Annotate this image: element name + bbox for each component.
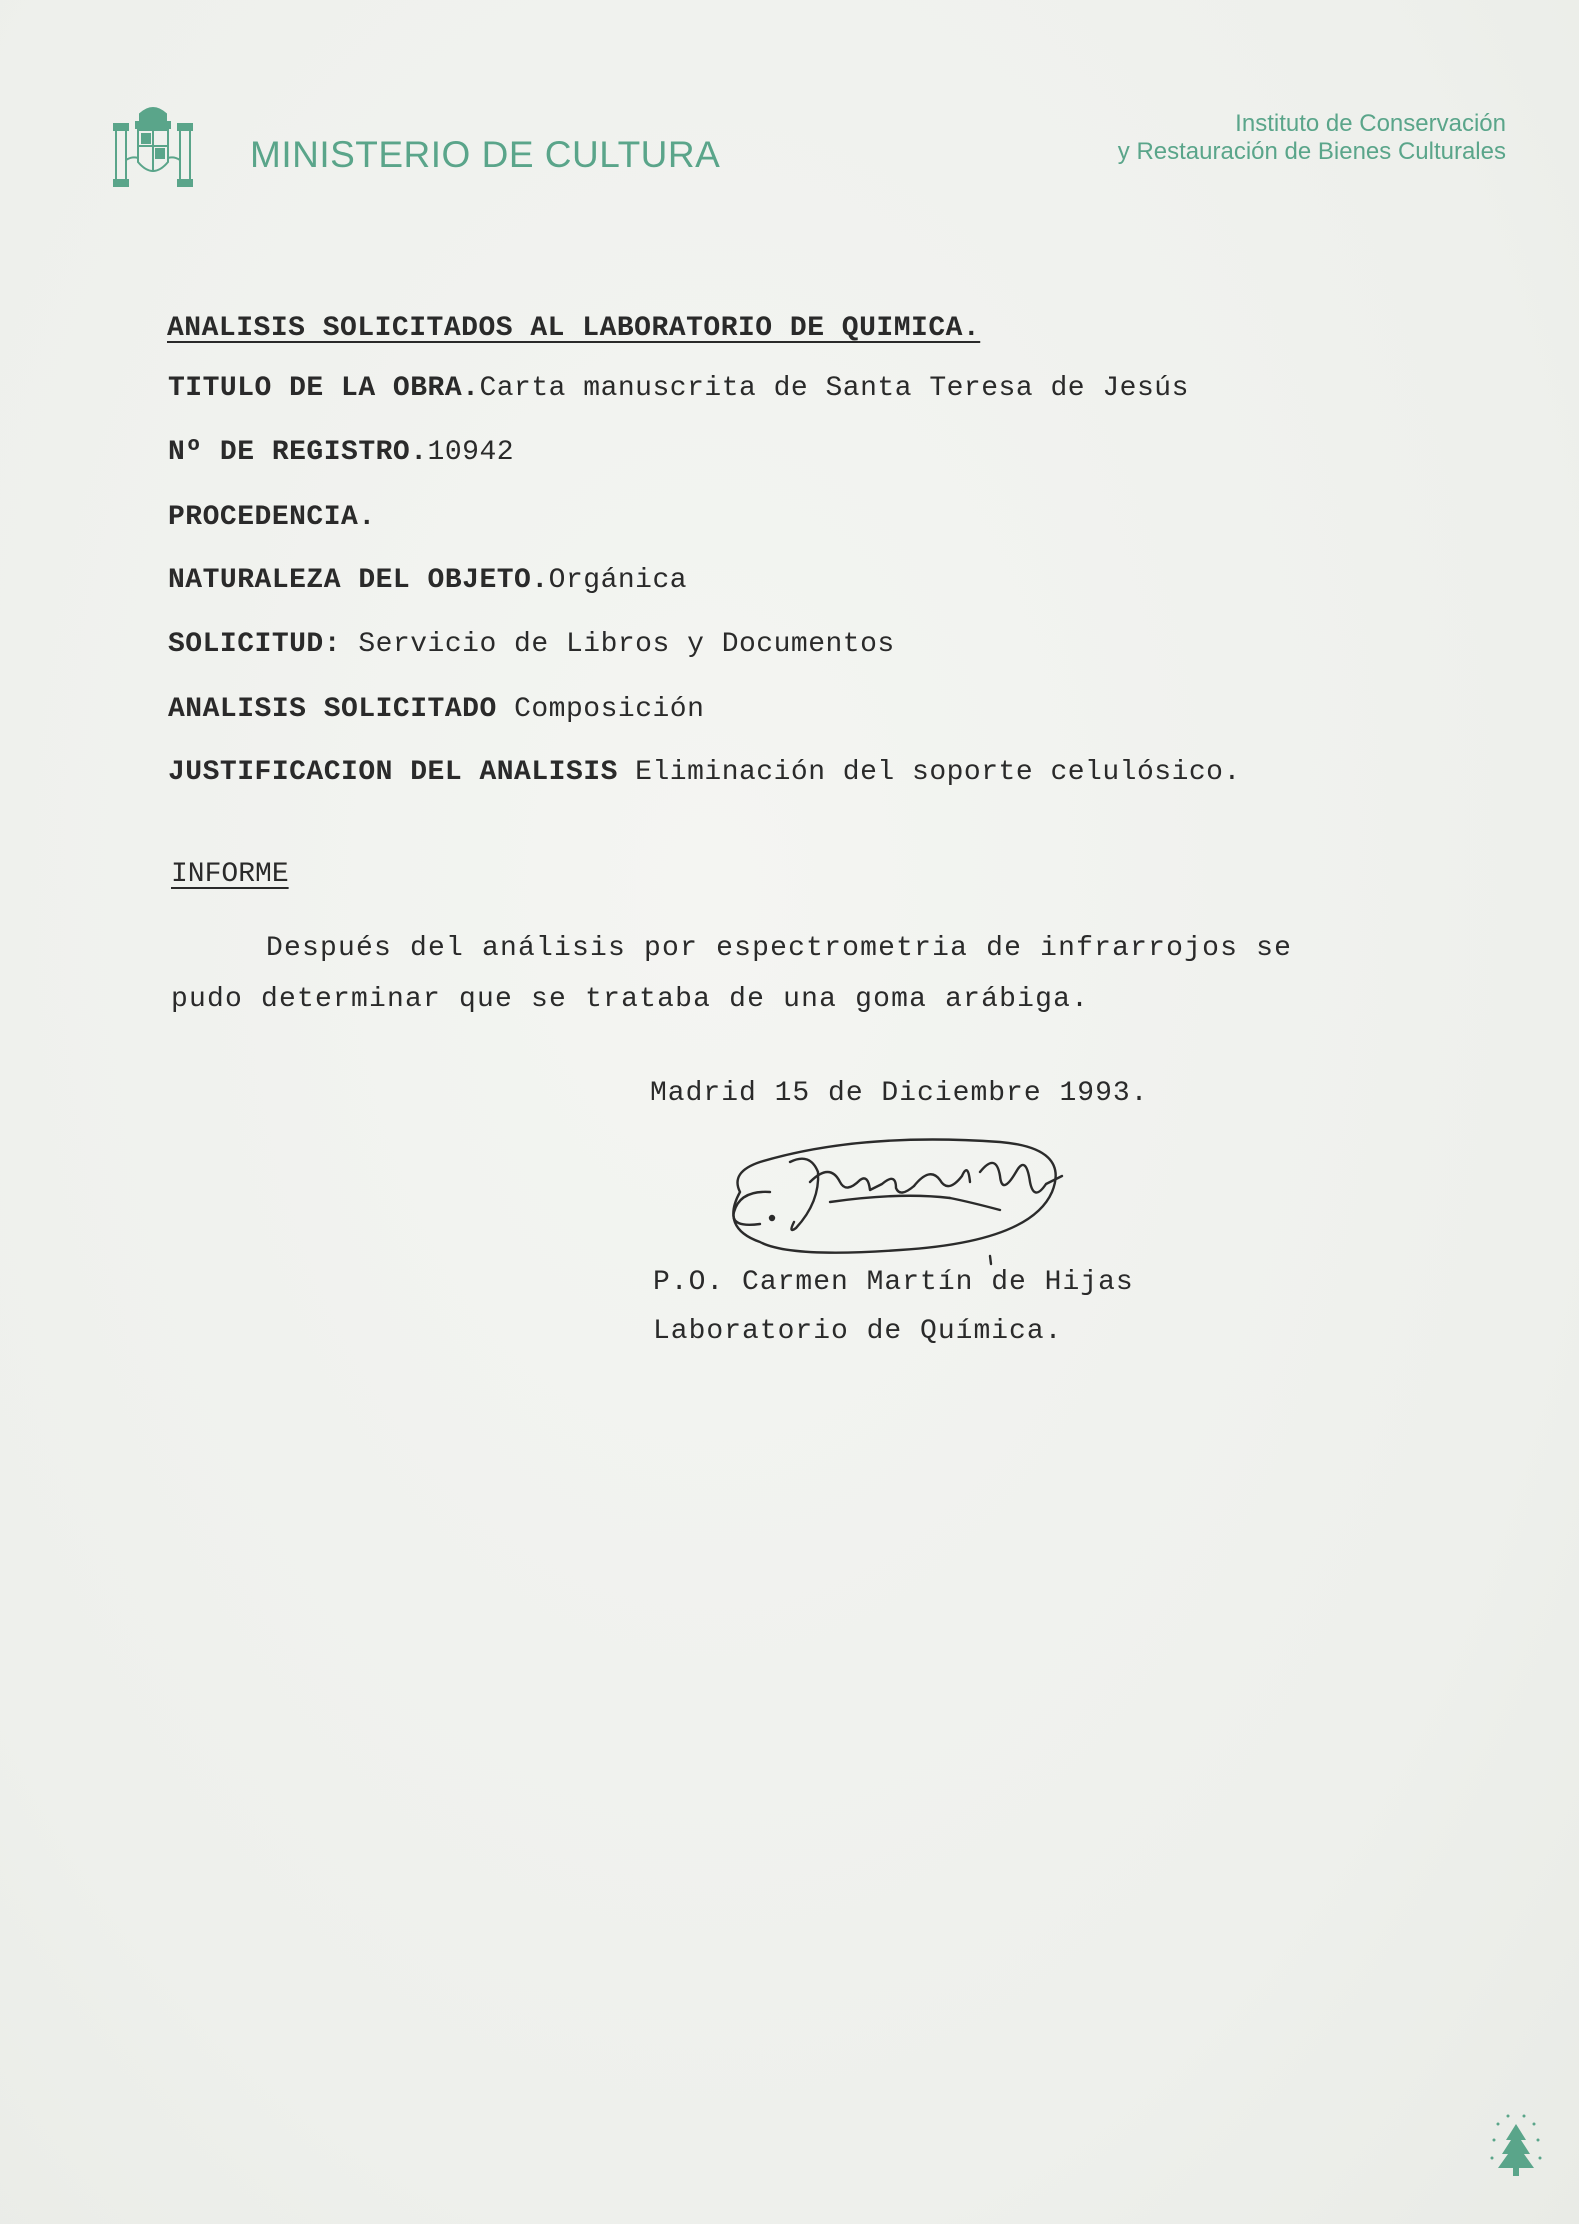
field-value: Carta manuscrita de Santa Teresa de Jesús [479, 373, 1189, 404]
document-date: Madrid 15 de Diciembre 1993. [650, 1078, 1149, 1109]
field-label: ANALISIS SOLICITADO [168, 694, 497, 725]
institute-name [1118, 110, 1506, 166]
field-value: Eliminación del soporte celulósico. [617, 757, 1241, 788]
field-label: JUSTIFICACION DEL ANALISIS [168, 757, 618, 788]
field-justificacion [168, 757, 1241, 788]
coat-of-arms-icon [112, 100, 194, 192]
field-value: Servicio de Libros y Documentos [341, 629, 895, 660]
field-titulo [168, 373, 1189, 404]
field-label: Nº DE REGISTRO. [168, 437, 428, 468]
informe-line-2: pudo determinar que se trataba de una goma arábiga. [171, 984, 1090, 1015]
document-heading: ANALISIS SOLICITADOS AL LABORATORIO DE QUIMICA. [167, 313, 981, 344]
field-label: NATURALEZA DEL OBJETO. [168, 565, 549, 596]
signer-name: P.O. Carmen Martín de Hijas [653, 1267, 1134, 1298]
informe-heading: INFORME [171, 859, 289, 890]
field-naturaleza [168, 565, 687, 596]
recycled-paper-mark-icon [1488, 2110, 1544, 2178]
signature-image [700, 1132, 1120, 1272]
field-value: Orgánica [548, 565, 688, 596]
field-label: SOLICITUD: [168, 629, 342, 660]
institute-line-2: y Restauración de Bienes Culturales [1117, 138, 1506, 165]
field-value: 10942 [427, 437, 515, 468]
field-registro [168, 437, 514, 468]
ministry-name: MINISTERIO DE CULTURA [250, 134, 721, 175]
informe-line-1: Después del análisis por espectrometria de infrarrojos se [266, 933, 1293, 964]
field-label: TITULO DE LA OBRA. [168, 373, 480, 404]
field-analisis-solicitado [168, 694, 704, 725]
field-value: Composición [496, 694, 705, 725]
institute-line-1: Instituto de Conservación [1235, 110, 1506, 137]
field-solicitud [168, 629, 895, 660]
field-procedencia [168, 502, 376, 533]
signer-department: Laboratorio de Química. [653, 1316, 1063, 1347]
field-label: PROCEDENCIA. [168, 502, 376, 533]
